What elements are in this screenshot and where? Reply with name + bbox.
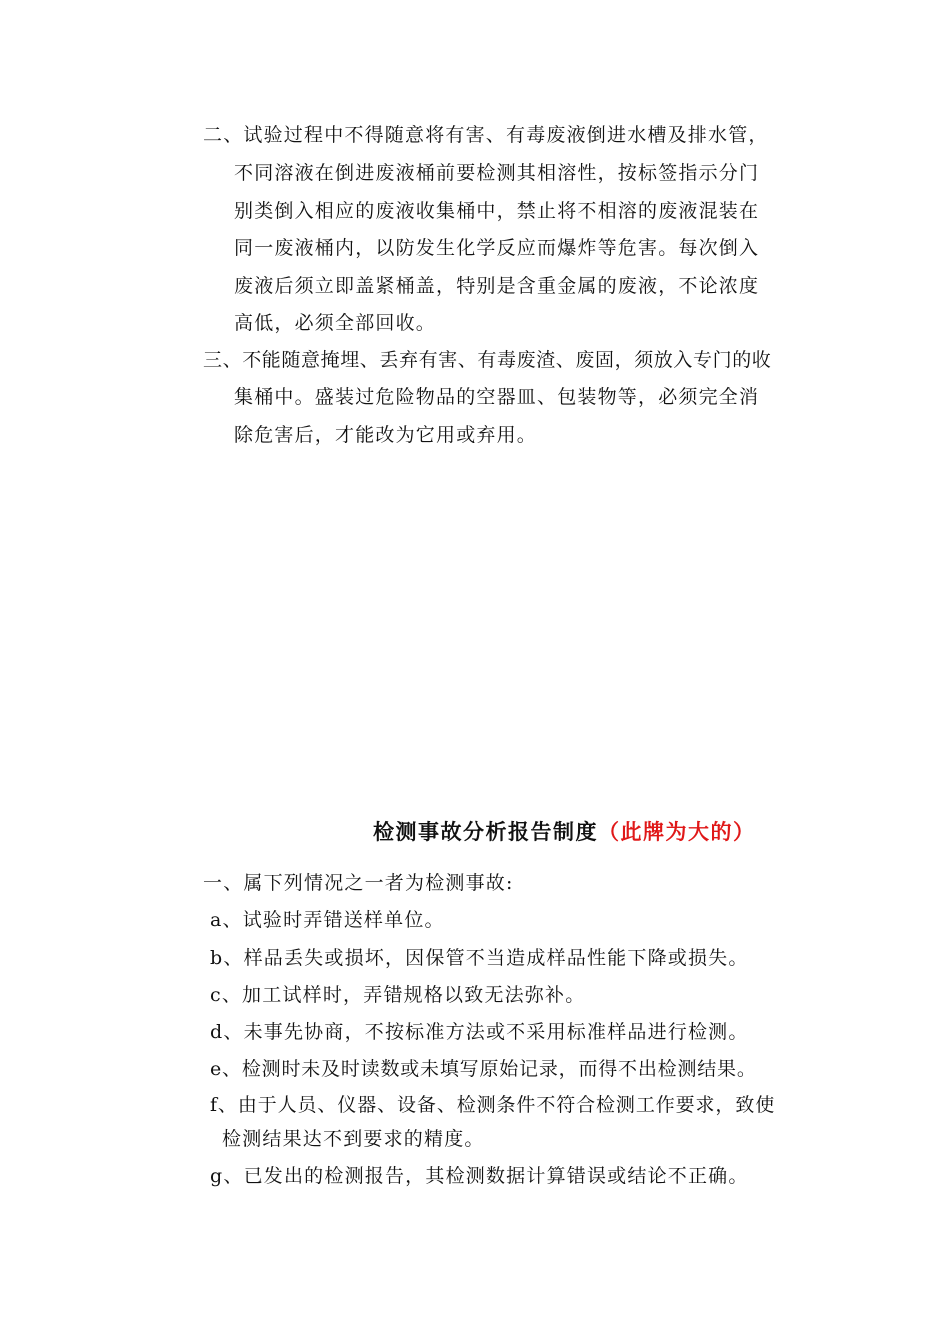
section-intro: 一、属下列情况之一者为检测事故: <box>203 872 514 894</box>
item3-line-1: 三、不能随意掩埋、丢弃有害、有毒废渣、废固，须放入专门的收 <box>203 349 772 371</box>
list-item-f: f、由于人员、仪器、设备、检测条件不符合检测工作要求，致使 <box>210 1094 776 1116</box>
item2-line-4: 同一废液桶内，以防发生化学反应而爆炸等危害。每次倒入 <box>234 237 760 259</box>
item2-line-6: 高低，必须全部回收。 <box>234 312 437 334</box>
list-item-b: b、样品丢失或损坏，因保管不当造成样品性能下降或损失。 <box>210 947 749 969</box>
section-title-note: （此牌为大的） <box>598 820 756 844</box>
list-item-a: a、试验时弄错送样单位。 <box>210 909 445 931</box>
section-title <box>373 817 756 847</box>
item2-line-2: 不同溶液在倒进废液桶前要检测其相溶性，按标签指示分门 <box>234 162 760 184</box>
item2-line-3: 别类倒入相应的废液收集桶中，禁止将不相溶的废液混装在 <box>234 200 760 222</box>
item2-line-1: 二、试验过程中不得随意将有害、有毒废液倒进水槽及排水管， <box>203 124 769 146</box>
list-item-c: c、加工试样时，弄错规格以致无法弥补。 <box>210 984 586 1006</box>
list-item-g: g、已发出的检测报告，其检测数据计算错误或结论不正确。 <box>210 1165 749 1187</box>
list-item-d: d、未事先协商，不按标准方法或不采用标准样品进行检测。 <box>210 1021 749 1043</box>
item3-line-2: 集桶中。盛装过危险物品的空器皿、包装物等，必须完全消 <box>234 386 760 408</box>
list-item-f-continued: 检测结果达不到要求的精度。 <box>222 1128 485 1150</box>
list-item-e: e、检测时未及时读数或未填写原始记录，而得不出检测结果。 <box>210 1058 757 1080</box>
section-title-main: 检测事故分析报告制度 <box>373 820 598 844</box>
item3-line-3: 除危害后，才能改为它用或弃用。 <box>234 424 538 446</box>
item2-line-5: 废液后须立即盖紧桶盖，特别是含重金属的废液，不论浓度 <box>234 275 760 297</box>
